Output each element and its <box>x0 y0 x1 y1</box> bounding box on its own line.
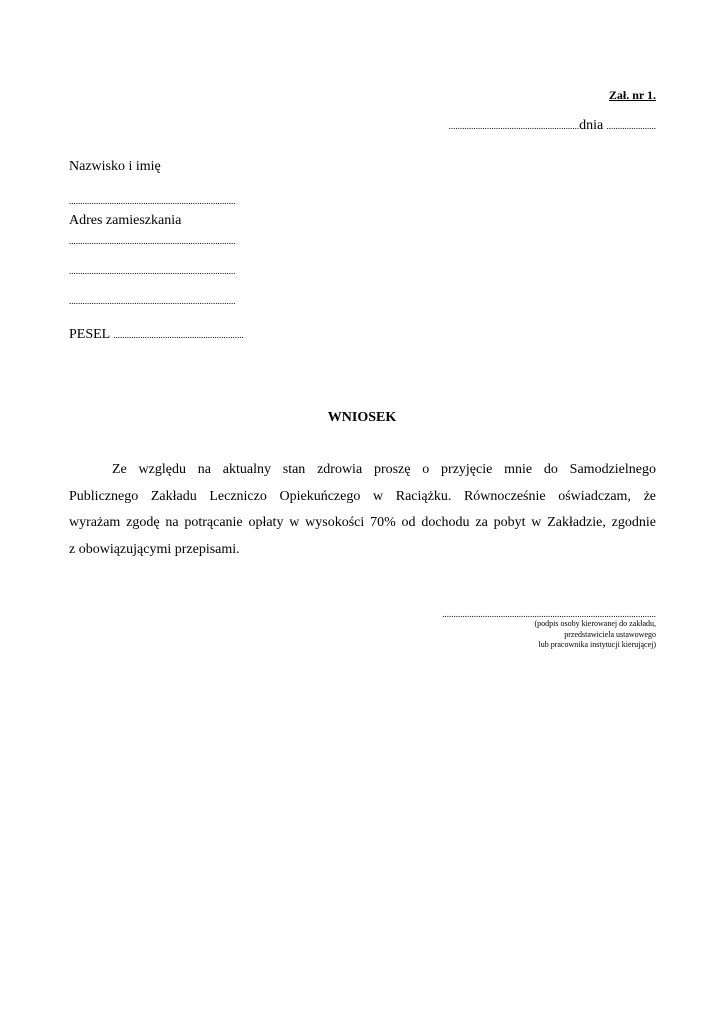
pesel-line <box>69 327 244 343</box>
body-line-3: wyrażam zgodę na potrącanie opłaty w wysokości 70% od dochodu za pobyt w Zakładzie, zgodnie <box>69 515 656 530</box>
signature-block <box>442 609 656 651</box>
request-body <box>69 457 656 563</box>
signature-note-2: przedstawiciela ustawowego <box>564 629 656 639</box>
name-blank[interactable]: .......................................................................... <box>69 196 236 206</box>
name-label: Nazwisko i imię <box>69 159 161 174</box>
signature-blank[interactable]: ............................................................................................... <box>442 609 656 619</box>
place-blank[interactable]: .......................................................... <box>448 121 580 131</box>
body-line-1: Ze względu na aktualny stan zdrowia proszę o przyjęcie mnie do Samodzielnego <box>112 462 656 477</box>
pesel-blank[interactable]: .......................................................... <box>113 330 244 340</box>
address-blank-1[interactable]: .......................................................................... <box>69 236 236 246</box>
body-line-2: Publicznego Zakładu Leczniczo Opiekuńczego w Raciążku. Równocześnie oświadczam, że <box>69 488 656 504</box>
body-line-4: z obowiązującymi przepisami. <box>69 541 240 557</box>
address-blank-3[interactable]: .......................................................................... <box>69 296 236 306</box>
date-word: dnia <box>579 118 604 133</box>
signature-note-3: lub pracownika instytucji kierującej) <box>538 640 656 649</box>
address-blank-2[interactable]: .......................................................................... <box>69 266 236 276</box>
signature-note-1: (podpis osoby kierowanej do zakładu, <box>534 619 656 628</box>
attachment-number: Zał. nr 1. <box>608 88 656 102</box>
pesel-label: PESEL <box>69 327 110 342</box>
date-line <box>449 117 656 134</box>
address-label: Adres zamieszkania <box>69 213 182 228</box>
date-blank[interactable]: ...................... <box>606 121 656 131</box>
document-title: WNIOSEK <box>327 410 397 425</box>
